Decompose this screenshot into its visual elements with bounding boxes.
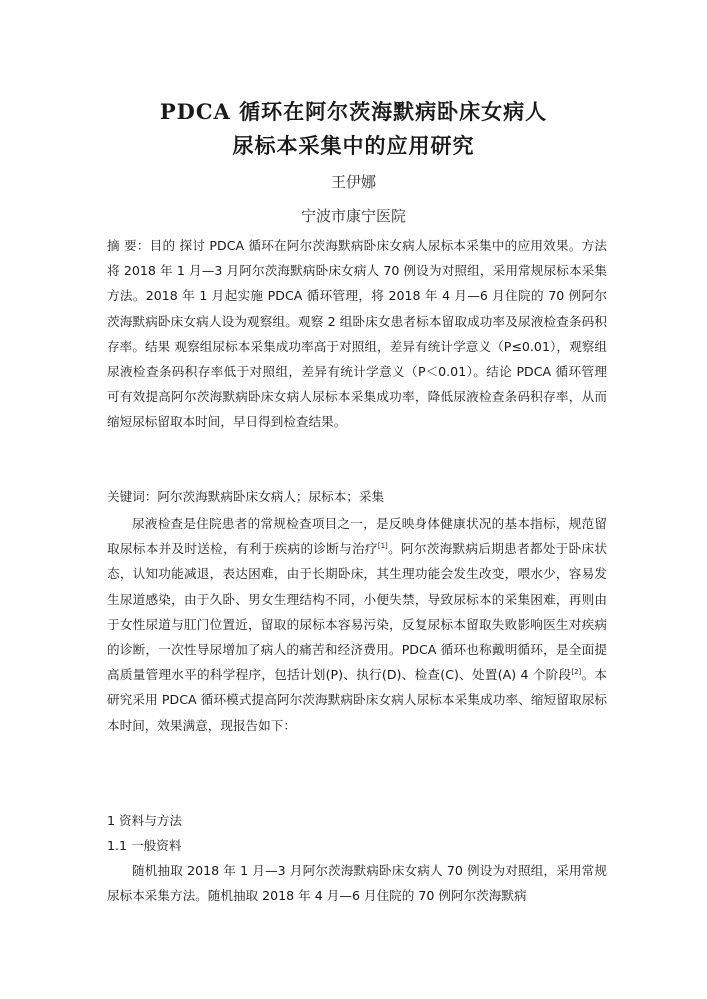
keywords: 关键词：阿尔茨海默病卧床女病人；尿标本；采集 <box>107 489 385 504</box>
affiliation: 宁波市康宁医院 <box>300 207 406 225</box>
paragraph-2: 随机抽取 2018 年 1 月—3 月阿尔茨海默病卧床女病人 70 例设为对照组，采用常规尿标本采集方法。随机抽取 2018 年 4 月—6 月住院的 70 例阿尔茨海默病 <box>107 863 607 904</box>
intro-text-3: 。本研究采用 PDCA 循环模式提高阿尔茨海默病卧床女病人尿标本采集成功率、缩短留取尿标本时间，效果满意，现报告如下： <box>107 667 608 733</box>
author: 王伊娜 <box>330 173 376 191</box>
intro-text-2: 。阿尔茨海默病后期患者都处于卧床状态，认知功能减退，表达困难，由于长期卧床，其生理功能会发生改变，喂水少，容易发生尿道感染，由于久卧、男女生理结构不同，小便失禁，导致尿标本的采集困难，再则由于女性尿道与肛门位置近，留取的尿标本容易污染，反复尿标本留取失败影响医生对疾病的诊断，一次性导尿增加了病人的痛苦和经济费用。PDCA 循环也称戴明循环，是全面提高质量管理水平的科学程序，包括计划(P)、执行(D)、检查(C)、处置(A) 4 个阶段 <box>107 541 608 683</box>
reference-1: [1] <box>377 542 388 551</box>
intro-text-1: 尿液检查是住院患者的常规检查项目之一，是反映身体健康状况的基本指标，规范留取尿标本并及时送检，有利于疾病的诊断与治疗 <box>107 516 607 557</box>
intro-paragraph <box>107 511 607 738</box>
title-line-1: PDCA 循环在阿尔茨海默病卧床女病人 <box>159 99 548 124</box>
title-line-2: 尿标本采集中的应用研究 <box>232 133 475 158</box>
section-heading-1: 1 资料与方法 <box>107 813 182 828</box>
abstract: 摘 要：目的 探讨 PDCA 循环在阿尔茨海默病卧床女病人尿标本采集中的应用效果。方法 将 2018 年 1 月—3 月阿尔茨海默病卧床女病人 70 例设为对照组，采用常规尿标本采集方法。2018 年 1 月起实施 PDCA 循环管理，将 2018 年 4 月—6 月住院的 70 例阿尔茨海默病卧床女病人设为观察组。观察 2 组卧床女患者标本留取成功率及尿液检查条码积存率。结果 观察组尿标本采集成功率高于对照组，差异有统计学意义（P≤0.01），观察组尿液检查条码积存率低于对照组，差异有统计学意义（P＜0.01）。结论 PDCA 循环管理可有效提高阿尔茨海默病卧床女病人尿标本采集成功率，降低尿液检查条码积存率，从而缩短尿标留取本时间，早日得到检查结果。 <box>107 238 607 430</box>
reference-2: [2] <box>571 668 582 677</box>
section-heading-1-1: 1.1 一般资料 <box>107 838 182 853</box>
